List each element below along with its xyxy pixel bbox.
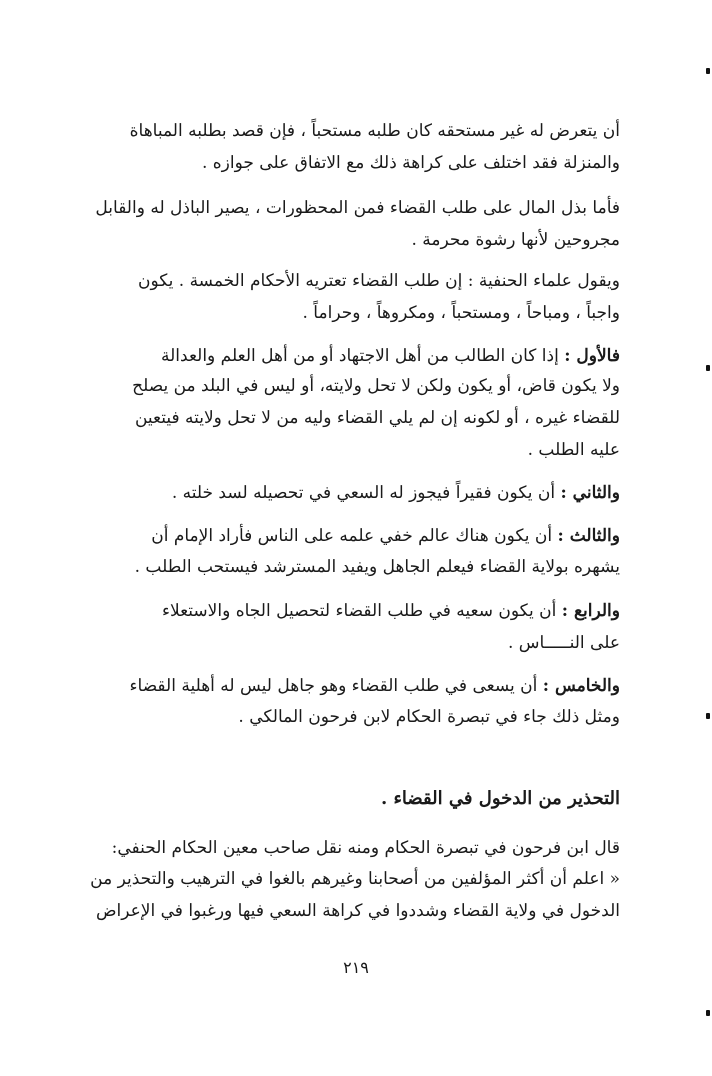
paragraph-label: والثاني : bbox=[560, 483, 620, 503]
paragraph-label: والخامس : bbox=[542, 676, 620, 696]
text-span: أن يكون هناك عالم خفي علمه على الناس فأراد الإمام أن bbox=[151, 526, 553, 546]
text-line bbox=[48, 673, 620, 699]
text-line: ويقول علماء الحنفية : إن طلب القضاء تعتريه الأحكام الخمسة . يكون bbox=[137, 271, 620, 291]
margin-mark bbox=[706, 365, 710, 371]
text-line: مجروحين لأنها رشوة محرمة . bbox=[411, 230, 620, 250]
text-span: إذا كان الطالب من أهل الاجتهاد أو من أهل العلم والعدالة bbox=[161, 346, 559, 366]
text-line bbox=[48, 480, 620, 506]
text-line: الدخول في ولاية القضاء وشددوا في كراهة السعي فيها ورغبوا في الإعراض bbox=[96, 901, 620, 921]
margin-mark bbox=[706, 68, 710, 74]
text-line bbox=[48, 523, 620, 549]
text-line: واجباً ، ومباحاً ، ومستحباً ، ومكروهاً ، وحراماً . bbox=[302, 303, 620, 323]
paragraph-label: والرابع : bbox=[561, 601, 620, 621]
text-line: فأما بذل المال على طلب القضاء فمن المحظورات ، يصير الباذل له والقابل bbox=[95, 198, 620, 218]
text-line: أن يتعرض له غير مستحقه كان طلبه مستحباً ، فإن قصد بطلبه المباهاة bbox=[129, 121, 620, 141]
text-line: والمنزلة فقد اختلف على كراهة ذلك مع الاتفاق على جوازه . bbox=[201, 153, 620, 173]
text-span: أن يكون فقيراً فيجوز له السعي في تحصيله لسد خلته . bbox=[171, 483, 556, 503]
text-line: قال ابن فرحون في تبصرة الحكام ومنه نقل صاحب معين الحكام الحنفي: bbox=[111, 838, 620, 858]
margin-mark bbox=[706, 1010, 710, 1016]
text-line bbox=[48, 598, 620, 624]
text-line: ومثل ذلك جاء في تبصرة الحكام لابن فرحون المالكي . bbox=[238, 707, 620, 727]
text-line: على النـــــاس . bbox=[507, 633, 620, 653]
text-line: عليه الطلب . bbox=[527, 440, 620, 460]
page-number: ٢١٩ bbox=[343, 958, 369, 977]
text-span: أن يسعى في طلب القضاء وهو جاهل ليس له أهلية القضاء bbox=[129, 676, 538, 696]
text-line: « اعلم أن أكثر المؤلفين من أصحابنا وغيرهم بالغوا في الترهيب والتحذير من bbox=[90, 869, 620, 889]
text-line bbox=[48, 343, 620, 369]
text-line: للقضاء غيره ، أو لكونه إن لم يلي القضاء وليه من لا تحل ولايته فيتعين bbox=[134, 408, 620, 428]
margin-mark bbox=[706, 713, 710, 719]
paragraph-label: فالأول : bbox=[564, 346, 620, 366]
text-line: ولا يكون قاض، أو يكون ولكن لا تحل ولايته، أو ليس في البلد من يصلح bbox=[132, 376, 620, 396]
section-heading: التحذير من الدخول في القضاء . bbox=[380, 788, 620, 809]
text-span: أن يكون سعيه في طلب القضاء لتحصيل الجاه والاستعلاء bbox=[161, 601, 557, 621]
paragraph-label: والثالث : bbox=[557, 526, 620, 546]
text-line: يشهره بولاية القضاء فيعلم الجاهل ويفيد المسترشد فيستحب الطلب . bbox=[134, 557, 620, 577]
